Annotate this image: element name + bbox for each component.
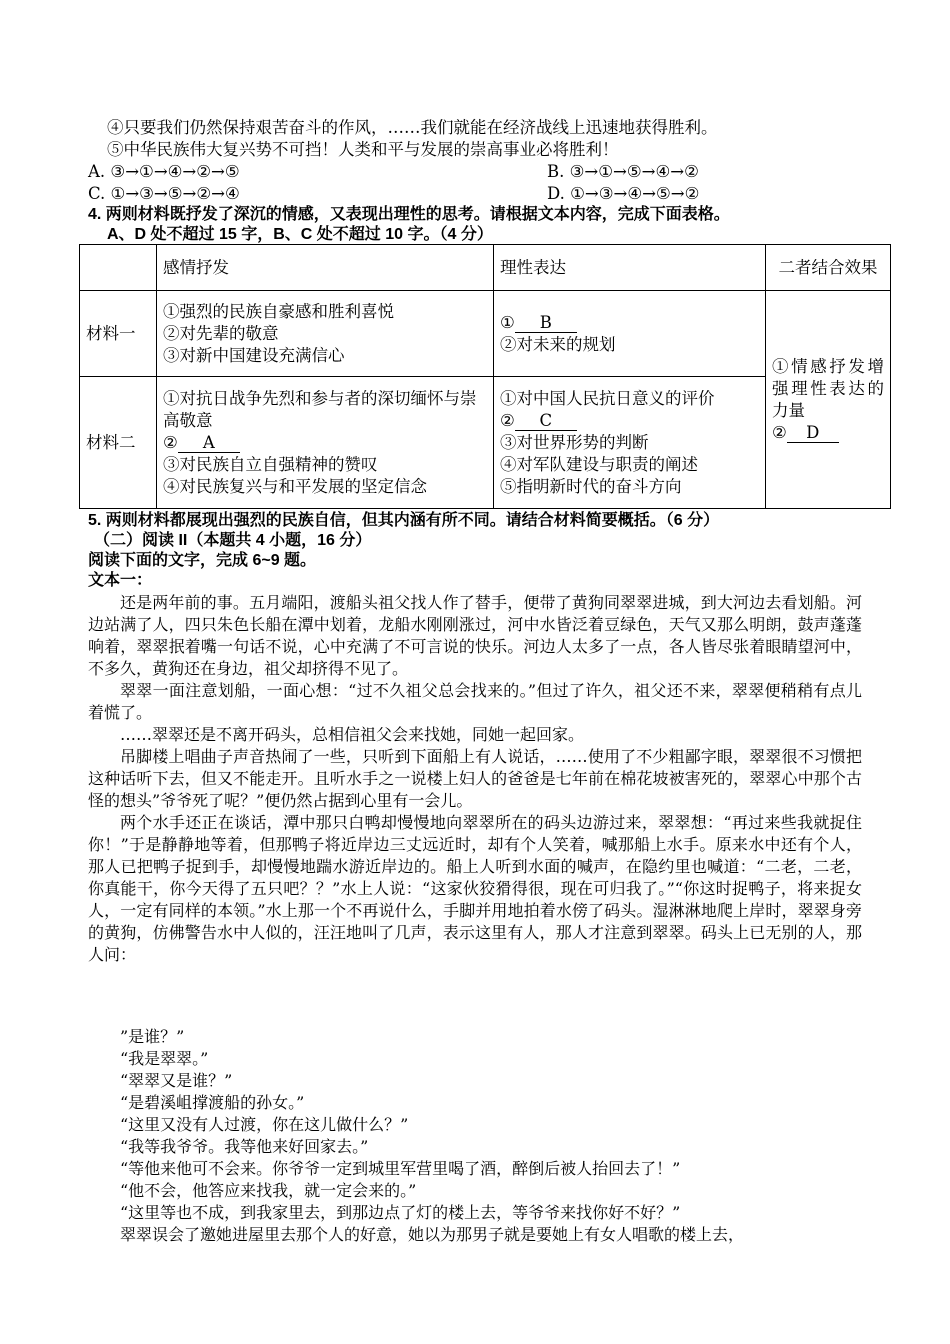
- table-row: [80, 291, 891, 377]
- blank-a[interactable]: A: [178, 434, 240, 453]
- list-item: ④对军队建设与职责的阐述: [500, 454, 698, 474]
- material-2-emotion: [157, 377, 494, 509]
- passage-body: [88, 592, 862, 966]
- list-item: [163, 432, 487, 454]
- paragraph: 两个水手还正在谈话，潭中那只白鸭却慢慢地向翠翠所在的码头边游过来，翠翠想：“再过来些我就捉住你！”于是静静地等着，但那鸭子将近岸边三丈远近时，却有个人笑着，喊那船上水手。原来水中还有个人，那人已把鸭子捉到手，却慢慢地踹水游近岸边的。船上人听到水面的喊声，在隐约里也喊道：“二老，二老，你真能干，你今天得了五只吧？？”水上人说：“这家伙狡猾得很，现在可归我了。”“你这时捉鸭子，将来捉女人，一定有同样的本领。”水上那一个不再说什么，手脚并用地拍着水傍了码头。湿淋淋地爬上岸时，翠翠身旁的黄狗，仿佛警告水中人似的，汪汪地叫了几声，表示这里有人，那人才注意到翠翠。码头上已无别的人，那人问：: [88, 813, 862, 964]
- dialogue-line: 翠翠误会了邀她进屋里去那个人的好意，她以为那男子就是要她上有女人唱歌的楼上去，: [120, 1225, 745, 1244]
- row-label-material-1: 材料一: [80, 291, 157, 377]
- blank-d[interactable]: D: [787, 424, 839, 443]
- dialogue-line: “等他来他可不会来。你爷爷一定到城里军营里喝了酒，醉倒后被人抬回去了！”: [120, 1159, 681, 1178]
- choice-d[interactable]: D. ①→③→④→⑤→②: [547, 184, 700, 203]
- blank-c[interactable]: C: [515, 412, 577, 431]
- list-item: [500, 312, 759, 334]
- list-item: ③对民族自立自强精神的赞叹: [163, 454, 378, 474]
- table-header-reason: 理性表达: [494, 245, 766, 291]
- material-1-reason: [494, 291, 766, 377]
- reading-instruction: 阅读下面的文字，完成 6~9 题。: [88, 552, 317, 569]
- dialogue-line: “是碧溪岨撑渡船的孙女。”: [120, 1093, 305, 1112]
- blank-b[interactable]: B: [515, 314, 577, 333]
- list-item: ②对先辈的敬意: [163, 323, 279, 343]
- dialogue-line: “我是翠翠。”: [120, 1049, 209, 1068]
- list-item: ①强烈的民族自豪感和胜利喜悦: [163, 301, 394, 321]
- paragraph: 吊脚楼上唱曲子声音热闹了一些，只听到下面船上有人说话，……使用了不少粗鄙字眼，翠翠很不习惯把这种话听下去，但又不能走开。且听水手之一说楼上妇人的爸爸是七年前在棉花坡被害死的，翠翠心中那个古怪的想头”爷爷死了呢？”便仍然占据到心里有一会儿。: [88, 747, 862, 810]
- list-item: ①对抗日战争先烈和参与者的深切缅怀与崇高敬意: [163, 388, 477, 430]
- list-item: ①对中国人民抗日意义的评价: [500, 388, 715, 408]
- list-item: ⑤指明新时代的奋斗方向: [500, 476, 682, 496]
- list-item: [772, 422, 884, 444]
- table-header-emotion: 感情抒发: [157, 245, 494, 291]
- choice-a[interactable]: A. ③→①→④→②→⑤: [88, 162, 240, 181]
- dialogue-line: “这里又没有人过渡，你在这儿做什么？”: [120, 1115, 409, 1134]
- answer-table: [79, 244, 891, 509]
- effect-text: ①情感抒发增强理性表达的力量: [772, 356, 884, 420]
- question-5: 5. 两则材料都展现出强烈的民族自信，但其内涵有所不同。请结合材料简要概括。（6 分）: [88, 512, 720, 529]
- effect-cell: [766, 291, 891, 509]
- list-item: ③对世界形势的判断: [500, 432, 649, 452]
- choice-b[interactable]: B. ③→①→⑤→④→②: [547, 162, 699, 181]
- dialogue-line: “这里等也不成，到我家里去，到那边点了灯的楼上去，等爷爷来找你好不好？”: [120, 1203, 681, 1222]
- material-2-reason: [494, 377, 766, 509]
- dialogue-line: ”是谁？”: [120, 1027, 185, 1046]
- option-item-4: ④只要我们仍然保持艰苦奋斗的作风，……我们就能在经济战线上迅速地获得胜利。: [107, 118, 718, 137]
- blank-prefix: ②: [500, 410, 515, 430]
- table-header-effect: 二者结合效果: [766, 245, 891, 291]
- dialogue-line: “翠翠又是谁？”: [120, 1071, 233, 1090]
- paragraph: ……翠翠还是不离开码头，总相信祖父会来找她，同她一起回家。: [120, 725, 585, 744]
- option-item-5: ⑤中华民族伟大复兴势不可挡！人类和平与发展的崇高事业必将胜利！: [107, 140, 619, 159]
- text-one-title: 文本一：: [88, 572, 153, 589]
- choice-c[interactable]: C. ①→③→⑤→②→④: [88, 184, 240, 203]
- dialogue-line: “我等我爷爷。我等他来好回家去。”: [120, 1137, 369, 1156]
- paragraph: 还是两年前的事。五月端阳，渡船头祖父找人作了替手，便带了黄狗同翠翠进城，到大河边去看划船。河边站满了人，四只朱色长船在潭中划着，龙船水刚刚涨过，河中水皆泛着豆绿色，天气又那么明朗，鼓声蓬蓬响着，翠翠抿着嘴一句话不说，心中充满了不可言说的快乐。河边人太多了一点，各人皆尽张着眼睛望河中，不多久，黄狗还在身边，祖父却挤得不见了。: [88, 593, 862, 678]
- section-heading: （二）阅读 II（本题共 4 小题，16 分）: [94, 532, 372, 549]
- question-4-line2: A、D 处不超过 15 字，B、C 处不超过 10 字。（4 分）: [107, 226, 493, 243]
- list-item: ②对未来的规划: [500, 334, 616, 354]
- blank-prefix: ①: [500, 312, 515, 332]
- paragraph: 翠翠一面注意划船，一面心想：“过不久祖父总会找来的。”但过了许久，祖父还不来，翠翠便稍稍有点儿着慌了。: [88, 681, 862, 722]
- blank-prefix: ②: [163, 432, 178, 452]
- dialogue-block: [88, 1026, 868, 1246]
- list-item: ④对民族复兴与和平发展的坚定信念: [163, 476, 427, 496]
- row-label-material-2: 材料二: [80, 377, 157, 509]
- list-item: [500, 410, 759, 432]
- list-item: ③对新中国建设充满信心: [163, 345, 345, 365]
- material-1-emotion: [157, 291, 494, 377]
- blank-prefix: ②: [772, 422, 787, 442]
- question-4-line1: 4. 两则材料既抒发了深沉的情感，又表现出理性的思考。请根据文本内容，完成下面表格。: [88, 206, 730, 223]
- table-header-row: [80, 245, 891, 291]
- dialogue-line: “他不会，他答应来找我，就一定会来的。”: [120, 1181, 417, 1200]
- table-header-empty: [80, 245, 157, 291]
